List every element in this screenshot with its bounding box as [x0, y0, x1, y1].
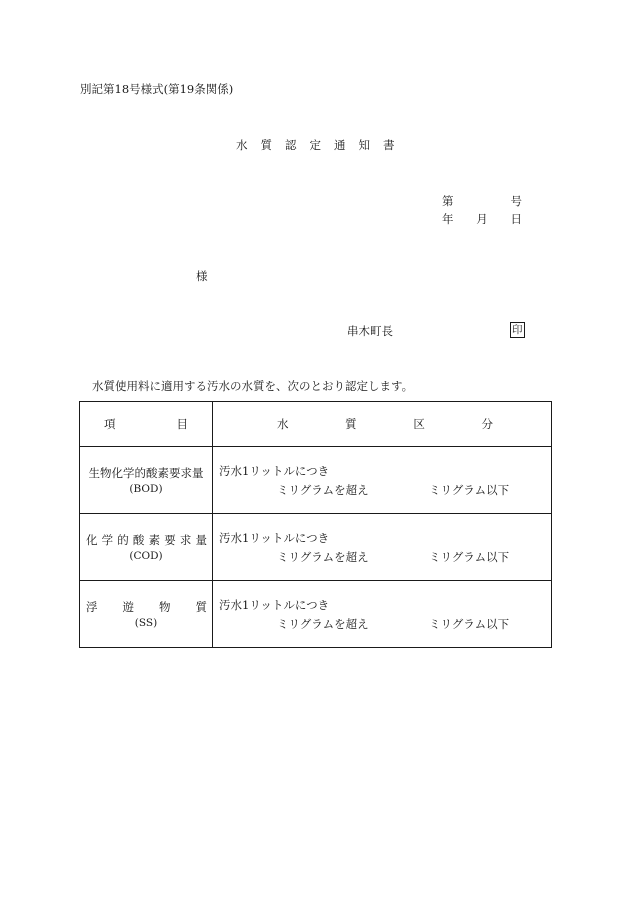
quality-exceeds: ミリグラムを超え — [277, 550, 369, 564]
item-name-char: 要 — [164, 533, 176, 547]
quality-cell — [213, 447, 552, 514]
item-cell — [80, 581, 213, 648]
quality-cell — [213, 581, 552, 648]
header-item-char: 項 — [104, 417, 116, 431]
date-month: 月 — [476, 212, 488, 226]
water-quality-table — [79, 401, 552, 648]
table-row — [80, 447, 552, 514]
item-name-char: 酸 — [132, 533, 145, 547]
seal-mark: 印 — [512, 324, 523, 336]
table-row — [80, 514, 552, 581]
document-number-line — [442, 193, 522, 209]
quality-exceeds: ミリグラムを超え — [277, 483, 369, 497]
number-prefix: 第 — [442, 194, 454, 208]
quality-per-liter: 汚水1リットルにつき — [219, 464, 330, 478]
item-name-char: 質 — [195, 600, 207, 614]
document-title: 水質認定通知書 — [236, 138, 408, 152]
header-quality-char: 質 — [345, 417, 357, 431]
intro-text: 水質使用料に適用する汚水の水質を、次のとおり認定します。 — [92, 379, 414, 393]
item-code: (BOD) — [129, 483, 163, 495]
quality-exceeds: ミリグラムを超え — [277, 617, 369, 631]
date-line — [442, 211, 522, 227]
item-name — [80, 599, 212, 615]
quality-below: ミリグラム以下 — [429, 483, 510, 497]
header-quality-class — [213, 402, 552, 447]
header-item — [80, 402, 213, 447]
item-name-char: 量 — [195, 533, 207, 547]
header-quality-char: 区 — [413, 417, 425, 431]
item-name-char: 遊 — [122, 600, 134, 614]
item-cell — [80, 447, 213, 514]
item-name: 生物化学的酸素要求量 — [88, 466, 204, 480]
header-quality-char: 水 — [277, 417, 289, 431]
date-year: 年 — [442, 212, 454, 226]
date-day: 日 — [510, 212, 522, 226]
item-name-char: 浮 — [86, 600, 98, 614]
header-item-char: 目 — [176, 417, 188, 431]
item-code: (SS) — [134, 617, 158, 629]
quality-per-liter: 汚水1リットルにつき — [219, 531, 330, 545]
quality-per-liter: 汚水1リットルにつき — [219, 598, 330, 612]
table-header-row — [80, 402, 552, 447]
table-row — [80, 581, 552, 648]
quality-cell — [213, 514, 552, 581]
item-code: (COD) — [129, 550, 163, 562]
item-name-char: 化 — [86, 533, 98, 547]
item-name-char: 素 — [148, 533, 161, 547]
number-suffix: 号 — [510, 194, 522, 208]
item-name — [80, 532, 212, 548]
item-cell — [80, 514, 213, 581]
header-quality-char: 分 — [481, 417, 493, 431]
item-name-char: 学 — [101, 533, 114, 547]
quality-below: ミリグラム以下 — [429, 550, 510, 564]
item-name-char: 的 — [117, 533, 129, 547]
issuer-name: 串木町長 — [347, 324, 393, 338]
recipient-suffix: 様 — [196, 269, 208, 283]
quality-below: ミリグラム以下 — [429, 617, 510, 631]
item-name-char: 物 — [159, 600, 171, 614]
item-name-char: 求 — [179, 533, 192, 547]
form-label: 別記第18号様式(第19条関係) — [80, 82, 234, 96]
